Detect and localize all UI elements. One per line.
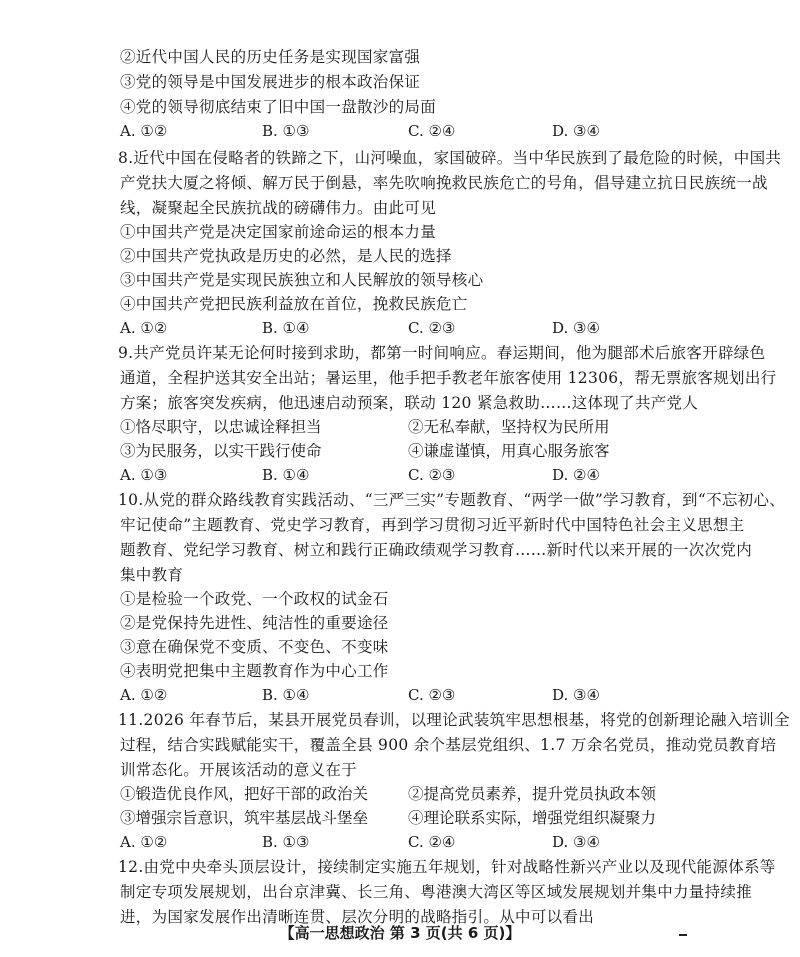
q8-statement-4: ④中国共产党把民族利益放在首位，挽救民族危亡 <box>120 295 468 313</box>
q10-stem-line: 题教育、党纪学习教育、树立和践行正确政绩观学习教育……新时代以来开展的一次次党内 <box>120 541 753 559</box>
statement-4: ④党的领导彻底结束了旧中国一盘散沙的局面 <box>120 98 437 116</box>
q9-answer-options <box>120 464 720 486</box>
q8-answer-options <box>120 317 720 339</box>
q8-stem-line: 8.近代中国在侵略者的铁蹄之下，山河噪血，家国破碎。当中华民族到了最危险的时候，中国共 <box>118 149 782 167</box>
option-d[interactable]: D. ②④ <box>552 466 600 484</box>
option-a[interactable]: A. ①③ <box>120 466 168 484</box>
option-c[interactable]: C. ②③ <box>408 686 456 704</box>
q8-statement-1: ①中国共产党是决定国家前途命运的根本力量 <box>120 223 437 241</box>
option-a[interactable]: A. ①② <box>120 686 168 704</box>
option-d[interactable]: D. ③④ <box>552 686 600 704</box>
option-d[interactable]: D. ③④ <box>552 833 600 851</box>
q11-statement-3: ③增强宗旨意识，筑牢基层战斗堡垒 <box>120 809 369 827</box>
q9-stem-line: 通道，全程护送其安全出站；暑运里，他手把手教老年旅客使用 12306，帮无票旅客规划出行 <box>120 369 777 387</box>
q10-statement-3: ③意在确保党不变质、不变色、不变味 <box>120 638 389 656</box>
q12-stem-line: 制定专项发展规划，出台京津冀、长三角、粤港澳大湾区等区域发展规划并集中力量持续推 <box>120 883 753 901</box>
q9-statement-4: ④谦虚谨慎，用真心服务旅客 <box>408 442 610 460</box>
q11-statement-4: ④理论联系实际，增强党组织凝聚力 <box>408 809 657 827</box>
q11-stem-line: 11.2026 年春节后，某县开展党员春训，以理论武装筑牢思想根基，将党的创新理论融入培训全 <box>118 711 790 729</box>
q11-stem-line: 训常态化。开展该活动的意义在于 <box>120 761 358 779</box>
q10-stem-line: 10.从党的群众路线教育实践活动、“三严三实”专题教育、“两学一做”学习教育，到“不忘初心、 <box>118 491 786 509</box>
option-b[interactable]: B. ①③ <box>262 833 310 851</box>
q10-stem-line: 集中教育 <box>120 566 184 584</box>
q11-answer-options <box>120 831 720 853</box>
q10-stem-line: 牢记使命”主题教育、党史学习教育，再到学习贯彻习近平新时代中国特色社会主义思想主 <box>120 516 745 534</box>
q9-statement-2: ②无私奉献，坚持权为民所用 <box>408 418 610 436</box>
q12-stem-line: 12.由党中央牵头顶层设计，接续制定实施五年规划，针对战略性新兴产业以及现代能源体系等 <box>118 858 776 876</box>
q8-stem-line: 线，凝聚起全民族抗战的磅礴伟力。由此可见 <box>120 199 437 217</box>
option-c[interactable]: C. ②④ <box>408 833 456 851</box>
option-d[interactable]: D. ③④ <box>552 122 600 140</box>
q10-statement-2: ②是党保持先进性、纯洁性的重要途径 <box>120 614 389 632</box>
q11-statement-2: ②提高党员素养，提升党员执政本领 <box>408 785 657 803</box>
option-a[interactable]: A. ①② <box>120 833 168 851</box>
q11-statements-row <box>120 807 720 829</box>
q11-statements-row <box>120 783 720 805</box>
option-b[interactable]: B. ①③ <box>262 122 310 140</box>
page-edge-mark <box>679 934 687 936</box>
q9-statement-3: ③为民服务，以实干践行使命 <box>120 442 322 460</box>
q9-statement-1: ①恪尽职守，以忠诚诠释担当 <box>120 418 322 436</box>
q10-statement-1: ①是检验一个政党、一个政权的试金石 <box>120 590 389 608</box>
answer-options <box>120 120 720 142</box>
option-a[interactable]: A. ①② <box>120 319 168 337</box>
option-b[interactable]: B. ①④ <box>262 319 310 337</box>
page-footer: 【高一思想政治 第 3 页(共 6 页)】 <box>279 924 521 942</box>
q9-statements-row <box>120 416 720 438</box>
q8-stem-line: 产党扶大厦之将倾、解万民于倒悬，率先吹响挽救民族危亡的号角，倡导建立抗日民族统一战 <box>120 174 768 192</box>
option-c[interactable]: C. ②④ <box>408 122 456 140</box>
q12-stem-line: 进，为国家发展作出清晰连贯、层次分明的战略指引。从中可以看出 <box>120 908 595 926</box>
option-a[interactable]: A. ①② <box>120 122 168 140</box>
q8-statement-3: ③中国共产党是实现民族独立和人民解放的领导核心 <box>120 271 484 289</box>
option-c[interactable]: C. ②③ <box>408 319 456 337</box>
q11-stem-line: 过程，结合实践赋能实干，覆盖全县 900 余个基层党组织、1.7 万余名党员，推动党员教育培 <box>120 736 777 754</box>
statement-2: ②近代中国人民的历史任务是实现国家富强 <box>120 48 421 66</box>
q10-answer-options <box>120 684 720 706</box>
q9-statements-row <box>120 440 720 462</box>
option-b[interactable]: B. ①④ <box>262 686 310 704</box>
q9-stem-line: 9.共产党员许某无论何时接到求助，都第一时间响应。春运期间，他为腿部术后旅客开辟绿色 <box>118 344 766 362</box>
q10-statement-4: ④表明党把集中主题教育作为中心工作 <box>120 662 389 680</box>
q11-statement-1: ①锻造优良作风，把好干部的政治关 <box>120 785 369 803</box>
q8-statement-2: ②中国共产党执政是历史的必然，是人民的选择 <box>120 247 452 265</box>
option-d[interactable]: D. ③④ <box>552 319 600 337</box>
option-b[interactable]: B. ①④ <box>262 466 310 484</box>
option-c[interactable]: C. ②③ <box>408 466 456 484</box>
q9-stem-line: 方案；旅客突发疾病，他迅速启动预案，联动 120 紧急救助……这体现了共产党人 <box>120 394 699 412</box>
statement-3: ③党的领导是中国发展进步的根本政治保证 <box>120 73 421 91</box>
